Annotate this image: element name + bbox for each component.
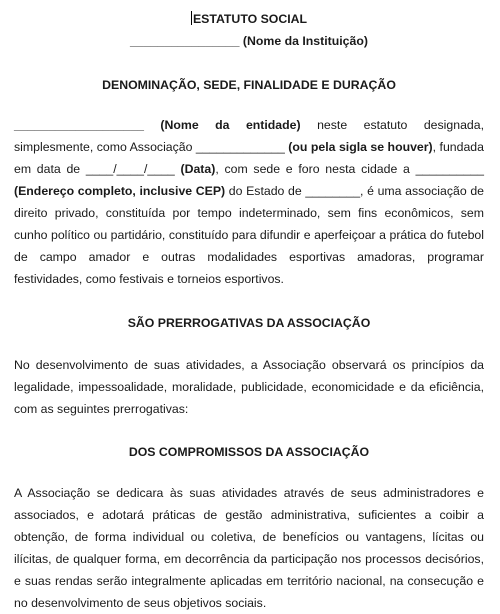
document-title bbox=[14, 9, 484, 29]
entity-name-label: (Nome da entidade) bbox=[160, 118, 301, 132]
paragraph-text: , com sede e foro nesta cidade a __________ bbox=[215, 162, 484, 176]
paragraph-text: , fundada em data de ____/____/____ bbox=[14, 140, 484, 176]
paragraph-text: do Estado de ________, é uma associação de direito privado, constituída por tempo indeterminado, sem fins econômicos, sem cunho político ou partidário, constituído para difundir e aperfeiçoar a prática do futebol de campo amador e outras modalidades esportivas amadoras, programar festividades, como festivais e torneios esportivos. bbox=[14, 184, 484, 286]
entity-name-blank: ___________________ bbox=[14, 118, 161, 132]
text-cursor bbox=[191, 11, 192, 25]
paragraph-prerrogativas: No desenvolvimento de suas atividades, a Associação observará os princípios da legalidade, impessoalidade, moralidade, publicidade, economicidade e da eficiência, com as seguintes prerrogativas: bbox=[14, 358, 484, 416]
institution-name-label: (Nome da Instituição) bbox=[239, 34, 368, 48]
document-page bbox=[14, 0, 484, 614]
title-text: ESTATUTO SOCIAL bbox=[192, 12, 308, 26]
date-label: (Data) bbox=[180, 162, 216, 176]
section-heading-compromissos: DOS COMPROMISSOS DA ASSOCIAÇÃO bbox=[128, 445, 370, 459]
address-label: (Endereço completo, inclusive CEP) bbox=[14, 184, 226, 198]
acronym-label: (ou pela sigla se houver) bbox=[288, 140, 433, 154]
institution-name-blank: ________________ bbox=[130, 34, 240, 48]
paragraph-denominacao bbox=[14, 114, 484, 290]
section-heading-prerrogativas: SÃO PRERROGATIVAS DA ASSOCIAÇÃO bbox=[127, 316, 371, 330]
institution-name-line bbox=[14, 31, 484, 51]
paragraph-compromissos: A Associação se dedicara às suas atividades através de seus administradores e associados, e adotará práticas de gestão administrativa, suficientes a coibir a obtenção, de forma individual ou coletiva, de benefícios ou vantagens, lícitas ou ilícitas, de qualquer forma, em decorrência da participação nos processos decisórios, e suas rendas serão integralmente aplicadas em território nacional, na consecução e no desenvolvimento de seus objetivos sociais. bbox=[14, 486, 484, 610]
section-heading-denominacao: DENOMINAÇÃO, SEDE, FINALIDADE E DURAÇÃO bbox=[102, 78, 396, 92]
paragraph-text: neste estatuto designada, simplesmente, como Associação _____________ bbox=[14, 118, 484, 154]
